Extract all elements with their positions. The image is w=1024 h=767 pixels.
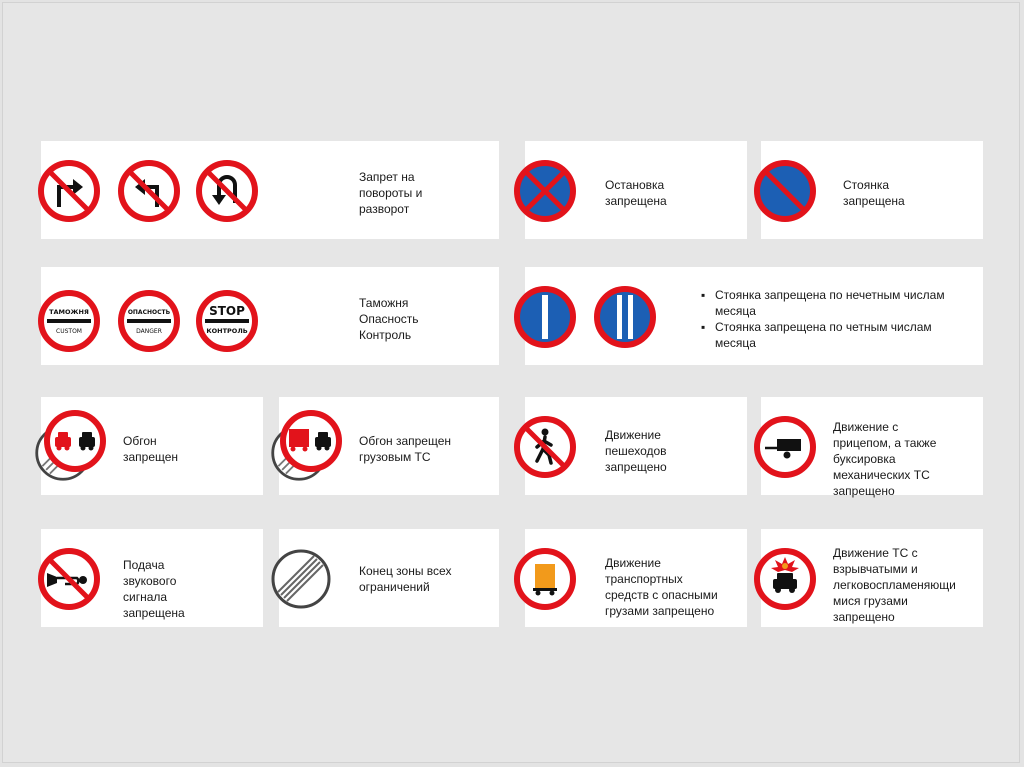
no-pedestrians-icon	[513, 415, 577, 479]
stop-control-sign-icon	[195, 289, 259, 353]
caption-line: Движение ТС с	[833, 546, 918, 560]
caption-line: сигнала	[123, 590, 168, 604]
no-stopping-icon	[513, 159, 577, 223]
caption-line: Запрет на	[359, 170, 415, 184]
caption-line: Опасность	[359, 312, 419, 326]
svg-text:DANGER: DANGER	[136, 328, 162, 335]
caption-pedestrians	[605, 427, 667, 475]
no-overtaking-icon	[43, 409, 107, 473]
svg-text:ОПАСНОСТЬ: ОПАСНОСТЬ	[127, 309, 171, 316]
caption-line: грузами запрещено	[605, 604, 715, 618]
card-parking	[761, 141, 983, 239]
caption-line: ограничений	[359, 580, 430, 594]
card-truck-overtaking	[279, 397, 499, 495]
caption-line: Контроль	[359, 328, 412, 342]
caption-line: повороты и	[359, 186, 423, 200]
caption-line: Движение	[605, 428, 661, 442]
caption-line: Остановка	[605, 178, 665, 192]
card-pedestrians	[525, 397, 747, 495]
no-left-turn-icon	[117, 159, 181, 223]
caption-line: запрещена	[843, 194, 905, 208]
card-turns	[41, 141, 499, 239]
caption-line: Подача	[123, 558, 165, 572]
card-dangerous	[525, 529, 747, 627]
caption-line: буксировка	[833, 452, 896, 466]
caption-turns	[359, 169, 422, 217]
caption-trailer	[833, 419, 936, 499]
caption-line: пешеходов	[605, 444, 667, 458]
caption-stop	[605, 177, 667, 209]
no-parking-icon	[753, 159, 817, 223]
caption-line: Движение с	[833, 420, 899, 434]
svg-text:CUSTOM: CUSTOM	[56, 328, 82, 335]
svg-text:ТАМОЖНЯ: ТАМОЖНЯ	[49, 308, 89, 316]
customs-sign-icon	[37, 289, 101, 353]
caption-line: взрывчатыми и	[833, 562, 918, 576]
danger-sign-icon	[117, 289, 181, 353]
caption-line: механических ТС	[833, 468, 930, 482]
caption-line: Стоянка	[843, 178, 890, 192]
caption-truck-overtaking	[359, 433, 451, 465]
card-explosive	[761, 529, 983, 627]
no-explosive-goods-icon	[753, 547, 817, 611]
caption-line: запрещено	[833, 484, 895, 498]
caption-line: Обгон запрещен	[359, 434, 452, 448]
no-dangerous-goods-icon	[513, 547, 577, 611]
caption-line: Конец зоны всех	[359, 564, 452, 578]
caption-explosive	[833, 545, 956, 625]
caption-overtaking	[123, 433, 178, 465]
caption-line: звукового	[123, 574, 177, 588]
card-end-zone	[279, 529, 499, 627]
caption-line: запрещено	[605, 460, 667, 474]
caption-dangerous	[605, 555, 718, 619]
caption-line: запрещено	[833, 610, 895, 624]
card-customs	[41, 267, 499, 365]
svg-text:STOP: STOP	[209, 304, 245, 318]
bullet-list	[701, 287, 963, 351]
caption-line: мися грузами	[833, 594, 908, 608]
no-parking-odd-days-icon	[513, 285, 577, 349]
caption-line: транспортных	[605, 572, 683, 586]
end-all-restrictions-icon	[269, 547, 333, 611]
card-stop	[525, 141, 747, 239]
caption-end-zone	[359, 563, 451, 595]
caption-line: запрещена	[605, 194, 667, 208]
caption-line: запрещена	[123, 606, 185, 620]
no-horn-icon	[37, 547, 101, 611]
caption-line: легковоспламеняющи	[833, 578, 956, 592]
card-overtaking	[41, 397, 263, 495]
no-trailer-icon	[753, 415, 817, 479]
no-right-turn-icon	[37, 159, 101, 223]
no-truck-overtaking-icon	[279, 409, 343, 473]
caption-line: прицепом, а также	[833, 436, 937, 450]
list-item: ▪ Стоянка запрещена по четным числам месяца	[701, 319, 963, 351]
caption-line: разворот	[359, 202, 410, 216]
card-trailer	[761, 397, 983, 498]
card-odd-even	[525, 267, 983, 365]
no-parking-even-days-icon	[593, 285, 657, 349]
svg-text:КОНТРОЛЬ: КОНТРОЛЬ	[206, 327, 248, 335]
caption-line: Обгон	[123, 434, 157, 448]
list-item: ▪ Стоянка запрещена по нечетным числам месяца	[701, 287, 963, 319]
caption-line: запрещен	[123, 450, 179, 464]
caption-line: Таможня	[359, 296, 409, 310]
caption-parking	[843, 177, 905, 209]
caption-line: Движение	[605, 556, 661, 570]
no-u-turn-icon	[195, 159, 259, 223]
caption-horn	[123, 557, 185, 621]
card-horn	[41, 529, 263, 627]
caption-odd-even	[701, 287, 963, 351]
slide	[2, 2, 1020, 763]
caption-line: средств с опасными	[605, 588, 718, 602]
caption-customs	[359, 295, 419, 343]
caption-line: грузовым ТС	[359, 450, 431, 464]
